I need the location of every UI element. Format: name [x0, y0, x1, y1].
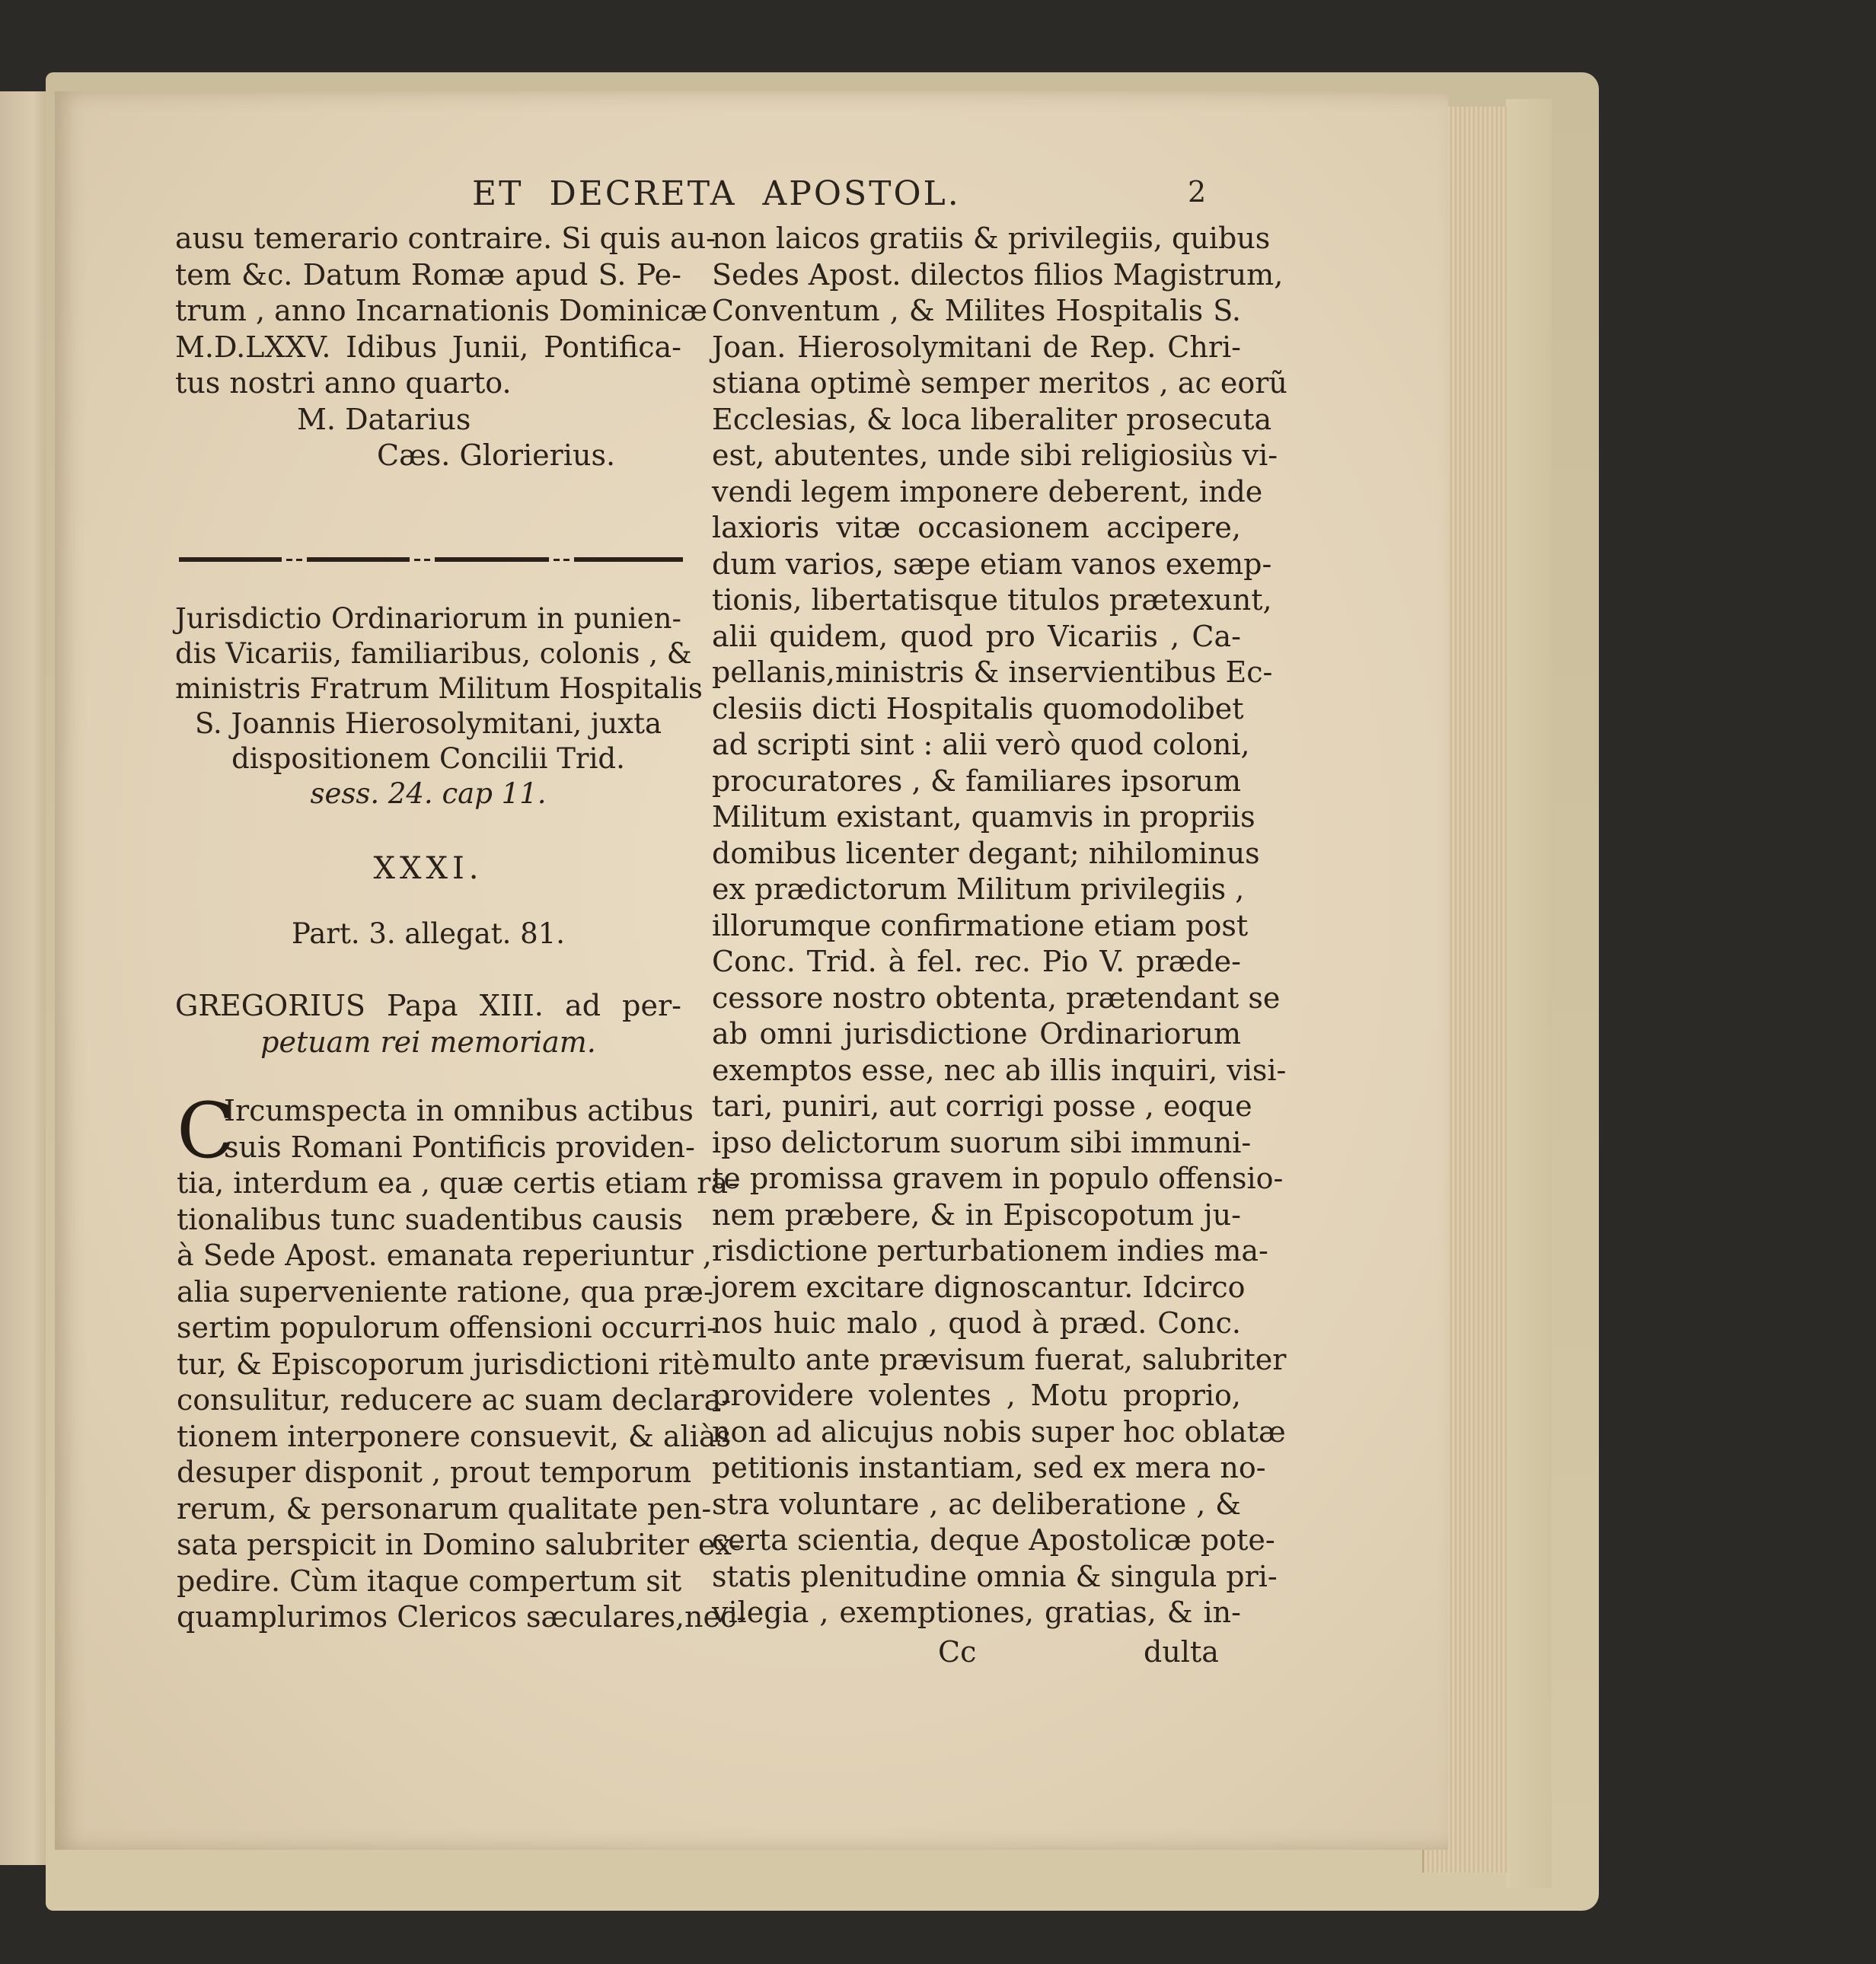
text-line: sertim populorum offensioni occurri-: [177, 1311, 716, 1344]
text-line: Conventum , & Milites Hospitalis S.: [712, 294, 1241, 327]
text-line: tur, & Episcoporum jurisdictioni ritè: [177, 1347, 710, 1381]
text-line: à Sede Apost. emanata reperiuntur ,: [177, 1239, 712, 1272]
text-line: Militum existant, quamvis in propriis: [712, 800, 1255, 834]
text-line: Joan. Hierosolymitani de Rep. Chri-: [712, 330, 1241, 364]
text-line: non laicos gratiis & privilegiis, quibus: [712, 222, 1271, 255]
text-line: nos huic malo , quod à præd. Conc.: [712, 1306, 1241, 1340]
text-line: te promissa gravem in populo offensio-: [712, 1162, 1284, 1195]
text-line: cessore nostro obtenta, prætendant se: [712, 980, 1281, 1015]
ornamental-rule: [179, 554, 683, 565]
heading-line: S. Joannis Hierosolymitani, juxta: [194, 707, 662, 740]
header-word: ET: [472, 174, 524, 213]
text-line: consulitur, reducere ac suam declara-: [177, 1383, 732, 1417]
text-line: Conc. Trid. à fel. rec. Pio V. præde-: [712, 945, 1241, 978]
text-line: desuper disponit , prout temporum: [177, 1455, 692, 1489]
text-line: Ircumspecta in omnibus actibus: [224, 1094, 694, 1127]
running-header: [472, 169, 967, 218]
text-line: alii quidem, quod pro Vicariis , Ca-: [712, 619, 1241, 653]
text-line: dum varios, sæpe etiam vanos exemp-: [712, 547, 1272, 581]
text-line: domibus licenter degant; nihilominus: [712, 836, 1260, 870]
text-line: certa scientia, deque Apostolicæ pote-: [712, 1523, 1275, 1557]
text-line: suis Romani Pontificis providen-: [224, 1130, 695, 1164]
text-line: vilegia , exemptiones, gratias, & in-: [712, 1596, 1241, 1629]
text-line: tionalibus tunc suadentibus causis: [177, 1202, 683, 1236]
heading-line: dispositionem Concilii Trid.: [231, 742, 625, 775]
text-line: illorumque confirmatione etiam post: [712, 908, 1249, 942]
catchword: dulta: [1144, 1635, 1219, 1669]
text-line: ab omni jurisdictione Ordinariorum: [712, 1017, 1241, 1051]
text-line: multo ante prævisum fuerat, salubriter: [712, 1342, 1287, 1376]
text-line: stra voluntare , ac deliberatione , &: [712, 1487, 1241, 1521]
text-line: non ad alicujus nobis super hoc oblatæ: [712, 1414, 1286, 1449]
text-line: tem &c. Datum Romæ apud S. Pe-: [175, 257, 681, 292]
text-line: rerum, & personarum qualitate pen-: [177, 1491, 712, 1526]
text-line: tus nostri anno quarto.: [175, 366, 512, 400]
folio-number: 2: [1188, 175, 1207, 209]
signature-glorierius: Cæs. Glorierius.: [377, 438, 616, 472]
text-line: alia superveniente ratione, qua præ-: [177, 1274, 713, 1309]
text-line: ex prædictorum Militum privilegiis ,: [712, 872, 1245, 906]
heading-line: sess. 24. cap 11.: [310, 777, 547, 810]
text-line: risdictione perturbationem indies ma-: [712, 1234, 1268, 1267]
text-line: ausu temerario contraire. Si quis au-: [175, 222, 716, 255]
text-line: stiana optimè semper meritos , ac eorũ: [712, 366, 1287, 400]
text-line: exemptos esse, nec ab illis inquiri, visi-: [712, 1053, 1287, 1087]
text-line: providere volentes , Motu proprio,: [712, 1379, 1241, 1412]
left-column-body: [177, 1086, 747, 1636]
section-number: XXXI.: [373, 851, 483, 886]
signature-datarius: M. Datarius: [297, 402, 471, 436]
text-line: pellanis,ministris & inservientibus Ec-: [712, 655, 1273, 689]
text-line: quamplurimos Clericos sæculares,nec-: [177, 1600, 747, 1634]
allegation-reference: Part. 3. allegat. 81.: [291, 917, 566, 950]
papal-title-line: petuam rei memoriam.: [260, 1025, 596, 1059]
header-word: APOSTOL.: [762, 174, 961, 213]
papal-title: [175, 988, 681, 1060]
text-line: statis plenitudine omnia & singula pri-: [712, 1559, 1278, 1593]
text-line: tia, interdum ea , quæ certis etiam ra-: [177, 1166, 738, 1200]
text-line: est, abutentes, unde sibi religiosiùs vi-: [712, 438, 1278, 472]
cover-edge: [1506, 99, 1552, 1888]
text-line: tionem interponere consuevit, & aliàs: [177, 1419, 731, 1453]
papal-title-line: GREGORIUS Papa XIII. ad per-: [175, 989, 681, 1022]
drop-cap: C: [177, 1086, 235, 1175]
text-line: nem præbere, & in Episcopotum ju-: [712, 1197, 1241, 1232]
text-line: tionis, libertatisque titulos prætexunt,: [712, 583, 1272, 617]
left-column-top: [175, 221, 716, 474]
text-line: procuratores , & familiares ipsorum: [712, 764, 1241, 798]
text-line: ipso delictorum suorum sibi immuni-: [712, 1125, 1252, 1159]
right-column: [712, 221, 1287, 1631]
heading-line: Jurisdictio Ordinariorum in punien-: [175, 602, 681, 635]
text-line: jorem excitare dignoscantur. Idcirco: [712, 1270, 1246, 1304]
text-line: trum , anno Incarnationis Dominicæ: [175, 294, 708, 327]
text-line: laxioris vitæ occasionem accipere,: [712, 511, 1241, 544]
heading-line: dis Vicariis, familiaribus, colonis , &: [175, 637, 692, 670]
text-line: ad scripti sint : alii verò quod coloni,: [712, 728, 1250, 761]
section-heading: [175, 601, 703, 811]
text-line: petitionis instantiam, sed ex mera no-: [712, 1451, 1266, 1484]
text-line: Sedes Apost. dilectos filios Magistrum,: [712, 257, 1284, 292]
text-line: sata perspicit in Domino salubriter ex-: [177, 1528, 742, 1561]
text-line: vendi legem imponere deberent, inde: [712, 474, 1263, 509]
text-line: clesiis dicti Hospitalis quomodolibet: [712, 691, 1244, 725]
text-line: Ecclesias, & loca liberaliter prosecuta: [712, 402, 1272, 436]
signature-mark: Cc: [938, 1635, 977, 1669]
text-line: M.D.LXXV. Idibus Junii, Pontifica-: [175, 330, 681, 364]
text-line: pedire. Cùm itaque compertum sit: [177, 1564, 682, 1598]
text-line: tari, puniri, aut corrigi posse , eoque: [712, 1089, 1252, 1123]
header-word: DECRETA: [549, 174, 737, 213]
heading-line: ministris Fratrum Militum Hospitalis: [175, 672, 703, 705]
